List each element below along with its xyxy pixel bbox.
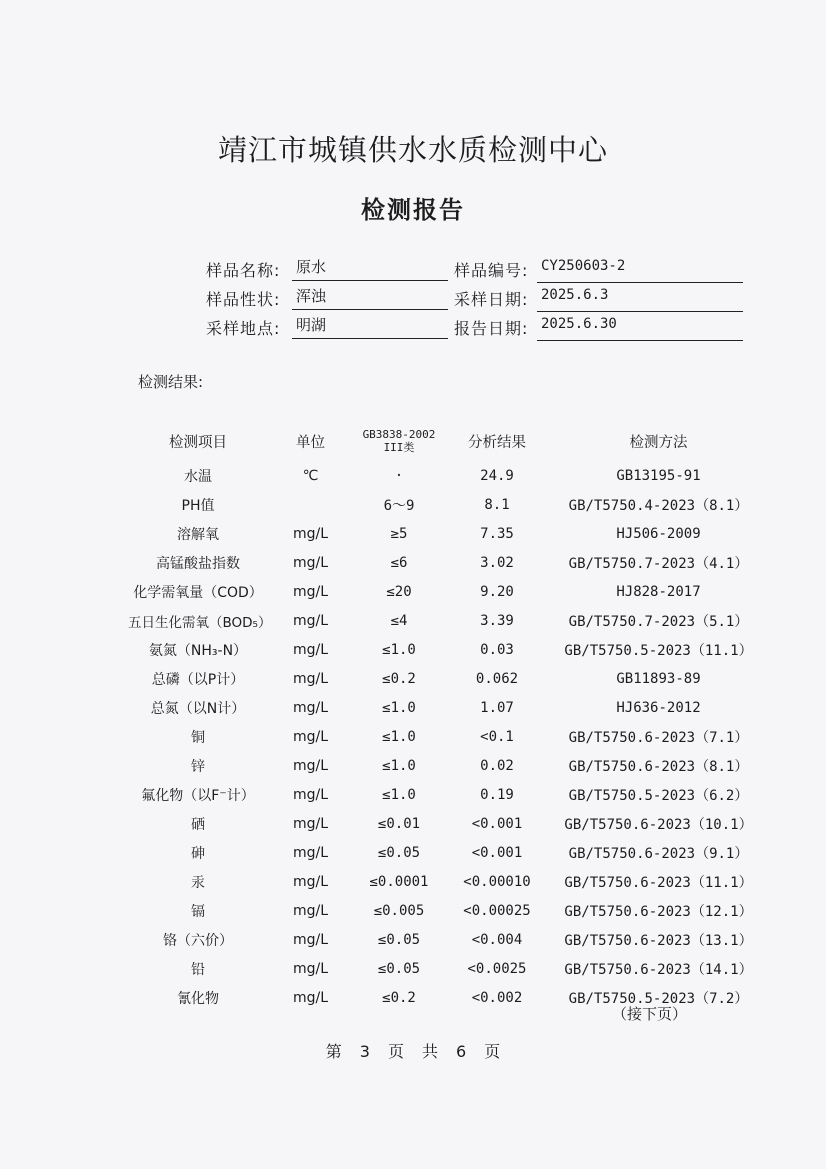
cell-result: <0.001 xyxy=(471,844,523,861)
cell-item: 铬（六价） xyxy=(163,932,233,949)
table-row xyxy=(128,838,768,867)
header-result: 分析结果 xyxy=(468,434,526,451)
cell-limit: ≤4 xyxy=(390,612,408,629)
info-row-2 xyxy=(0,285,826,311)
cell-unit: mg/L xyxy=(292,728,329,745)
cell-result: 0.062 xyxy=(475,670,519,687)
cell-item: 总氮（以N计） xyxy=(150,700,246,717)
cell-method: GB11893-89 xyxy=(616,670,701,687)
info-row-3 xyxy=(0,314,826,340)
table-row xyxy=(128,490,768,519)
sampling-site-label: 采样地点: xyxy=(206,319,281,338)
sampling-site-value: 明湖 xyxy=(292,314,448,339)
cell-result: <0.0025 xyxy=(467,960,527,977)
table-row xyxy=(128,751,768,780)
cell-result: 0.19 xyxy=(480,786,514,803)
cell-method: GB/T5750.6-2023（11.1） xyxy=(564,874,753,891)
cell-unit: ℃ xyxy=(302,467,319,484)
sampling-date-label: 采样日期: xyxy=(454,290,529,309)
cell-method: GB/T5750.6-2023（10.1） xyxy=(564,816,753,833)
cell-unit: mg/L xyxy=(292,815,329,832)
cell-result: 1.07 xyxy=(480,699,514,716)
cell-limit: ≤0.01 xyxy=(377,815,421,832)
sampling-date-value: 2025.6.3 xyxy=(537,287,743,312)
cell-unit: mg/L xyxy=(292,583,329,600)
table-row xyxy=(128,519,768,548)
cell-limit: ≤0.005 xyxy=(373,902,425,919)
cell-item: 铜 xyxy=(191,729,205,746)
header-standard-line2: III类 xyxy=(383,441,415,454)
cell-unit: mg/L xyxy=(292,757,329,774)
cell-limit: ≤1.0 xyxy=(382,699,416,716)
cell-limit: ≤20 xyxy=(386,583,412,600)
cell-unit: mg/L xyxy=(292,699,329,716)
cell-limit: ≤1.0 xyxy=(382,786,416,803)
page-prefix: 第 xyxy=(325,1042,342,1061)
sample-state-label: 样品性状: xyxy=(206,290,281,309)
cell-item: 砷 xyxy=(191,845,205,862)
cell-unit: mg/L xyxy=(292,670,329,687)
report-date-value: 2025.6.30 xyxy=(537,316,743,341)
cell-limit: ≤0.0001 xyxy=(369,873,429,890)
cell-item: 氨氮（NH₃-N） xyxy=(148,642,248,659)
table-row xyxy=(128,606,768,635)
header-standard-line1: GB3838-2002 xyxy=(362,428,436,441)
cell-method: GB/T5750.4-2023（8.1） xyxy=(568,497,749,514)
cell-method: GB/T5750.7-2023（5.1） xyxy=(568,613,749,630)
cell-method: GB/T5750.6-2023（13.1） xyxy=(564,932,753,949)
cell-item: 化学需氧量（COD） xyxy=(133,584,263,601)
header-unit: 单位 xyxy=(296,434,325,451)
cell-item: 锌 xyxy=(191,758,205,775)
cell-method: GB/T5750.6-2023（14.1） xyxy=(564,961,753,978)
cell-result: 3.39 xyxy=(480,612,514,629)
sample-id-value: CY250603-2 xyxy=(537,258,743,283)
cell-unit: mg/L xyxy=(292,525,329,542)
cell-limit: ≤0.05 xyxy=(377,844,421,861)
cell-item: 水温 xyxy=(184,468,212,485)
cell-limit: ≤0.05 xyxy=(377,931,421,948)
results-label: 检测结果: xyxy=(138,373,204,391)
cell-result: 9.20 xyxy=(480,583,514,600)
cell-result: 3.02 xyxy=(480,554,514,571)
cell-item: 氟化物（以F⁻计） xyxy=(141,787,255,804)
header-method: 检测方法 xyxy=(629,434,688,451)
table-row xyxy=(128,896,768,925)
cell-unit: mg/L xyxy=(292,902,329,919)
table-row xyxy=(128,809,768,838)
page-current: 3 xyxy=(359,1042,370,1061)
table-row xyxy=(128,548,768,577)
report-title: 检测报告 xyxy=(361,196,465,224)
cell-item: 总磷（以P计） xyxy=(151,671,245,688)
table-header-row xyxy=(128,421,768,461)
cell-unit: mg/L xyxy=(292,844,329,861)
cell-result: <0.004 xyxy=(471,931,523,948)
cell-method: HJ828-2017 xyxy=(616,583,701,600)
report-date-label: 报告日期: xyxy=(454,319,529,338)
sample-state-value: 浑浊 xyxy=(292,285,448,310)
cell-item: 五日生化需氧（BOD₅） xyxy=(128,614,272,631)
table-row xyxy=(128,577,768,606)
table-row xyxy=(128,461,768,490)
sample-name-label: 样品名称: xyxy=(206,261,281,280)
cell-item: 硒 xyxy=(191,816,205,833)
cell-item: 汞 xyxy=(191,874,205,891)
cell-item: 溶解氧 xyxy=(177,526,219,543)
cell-method: GB/T5750.5-2023（7.2） xyxy=(568,990,749,1007)
header-standard xyxy=(353,421,445,461)
table-row xyxy=(128,867,768,896)
cell-limit: ≤6 xyxy=(390,554,408,571)
continued-note: （接下页） xyxy=(612,1005,688,1023)
table-row xyxy=(128,722,768,751)
cell-method: HJ506-2009 xyxy=(616,525,701,542)
cell-unit: mg/L xyxy=(292,612,329,629)
cell-method: HJ636-2012 xyxy=(616,699,701,716)
cell-item: 高锰酸盐指数 xyxy=(156,555,240,572)
cell-limit: ≤0.2 xyxy=(382,989,416,1006)
cell-result: <0.002 xyxy=(471,989,523,1006)
cell-method: GB/T5750.6-2023（9.1） xyxy=(568,845,749,862)
cell-method: GB/T5750.5-2023（6.2） xyxy=(568,787,749,804)
cell-unit: mg/L xyxy=(292,989,329,1006)
cell-limit: ≤1.0 xyxy=(382,757,416,774)
cell-unit: mg/L xyxy=(292,554,329,571)
cell-result: 24.9 xyxy=(480,467,514,484)
cell-limit: ≤0.2 xyxy=(382,670,416,687)
cell-limit: 6～9 xyxy=(383,497,415,514)
cell-unit: mg/L xyxy=(292,960,329,977)
cell-item: PH值 xyxy=(181,497,215,514)
header-item: 检测项目 xyxy=(169,434,227,451)
cell-result: <0.00010 xyxy=(463,873,531,890)
cell-result: 0.03 xyxy=(480,641,514,658)
table-row xyxy=(128,925,768,954)
cell-unit: mg/L xyxy=(292,873,329,890)
table-row xyxy=(128,780,768,809)
results-table xyxy=(128,421,768,1012)
cell-result: <0.1 xyxy=(480,728,514,745)
cell-result: 7.35 xyxy=(480,525,514,542)
cell-result: <0.00025 xyxy=(463,902,531,919)
cell-unit xyxy=(268,490,353,519)
page-number xyxy=(0,1039,826,1062)
table-row xyxy=(128,664,768,693)
cell-result: 0.02 xyxy=(480,757,514,774)
cell-limit: ≤1.0 xyxy=(382,728,416,745)
cell-item: 氰化物 xyxy=(177,990,219,1007)
sample-id-label: 样品编号: xyxy=(454,261,529,280)
cell-item: 铅 xyxy=(191,961,205,978)
info-row-1 xyxy=(0,256,826,282)
table-row xyxy=(128,954,768,983)
cell-item: 镉 xyxy=(191,903,205,920)
cell-limit: · xyxy=(394,467,404,484)
cell-method: GB/T5750.6-2023（12.1） xyxy=(564,903,753,920)
cell-unit: mg/L xyxy=(292,786,329,803)
table-row xyxy=(128,693,768,722)
cell-limit: ≤1.0 xyxy=(382,641,416,658)
cell-result: 8.1 xyxy=(484,496,510,513)
page-suffix: 页 xyxy=(484,1042,501,1061)
cell-method: GB/T5750.7-2023（4.1） xyxy=(568,555,749,572)
page-mid: 页 xyxy=(387,1042,404,1061)
cell-result: <0.001 xyxy=(471,815,523,832)
organization-title: 靖江市城镇供水水质检测中心 xyxy=(217,133,608,167)
cell-method: GB/T5750.6-2023（7.1） xyxy=(568,729,749,746)
page-total: 6 xyxy=(456,1042,467,1061)
cell-limit: ≥5 xyxy=(390,525,408,542)
cell-limit: ≤0.05 xyxy=(377,960,421,977)
cell-method: GB/T5750.6-2023（8.1） xyxy=(568,758,749,775)
cell-unit: mg/L xyxy=(292,931,329,948)
cell-unit: mg/L xyxy=(292,641,329,658)
cell-method: GB13195-91 xyxy=(616,467,701,484)
table-row xyxy=(128,635,768,664)
sample-name-value: 原水 xyxy=(292,256,448,281)
cell-method: GB/T5750.5-2023（11.1） xyxy=(564,642,753,659)
page-total-prefix: 共 xyxy=(422,1042,439,1061)
